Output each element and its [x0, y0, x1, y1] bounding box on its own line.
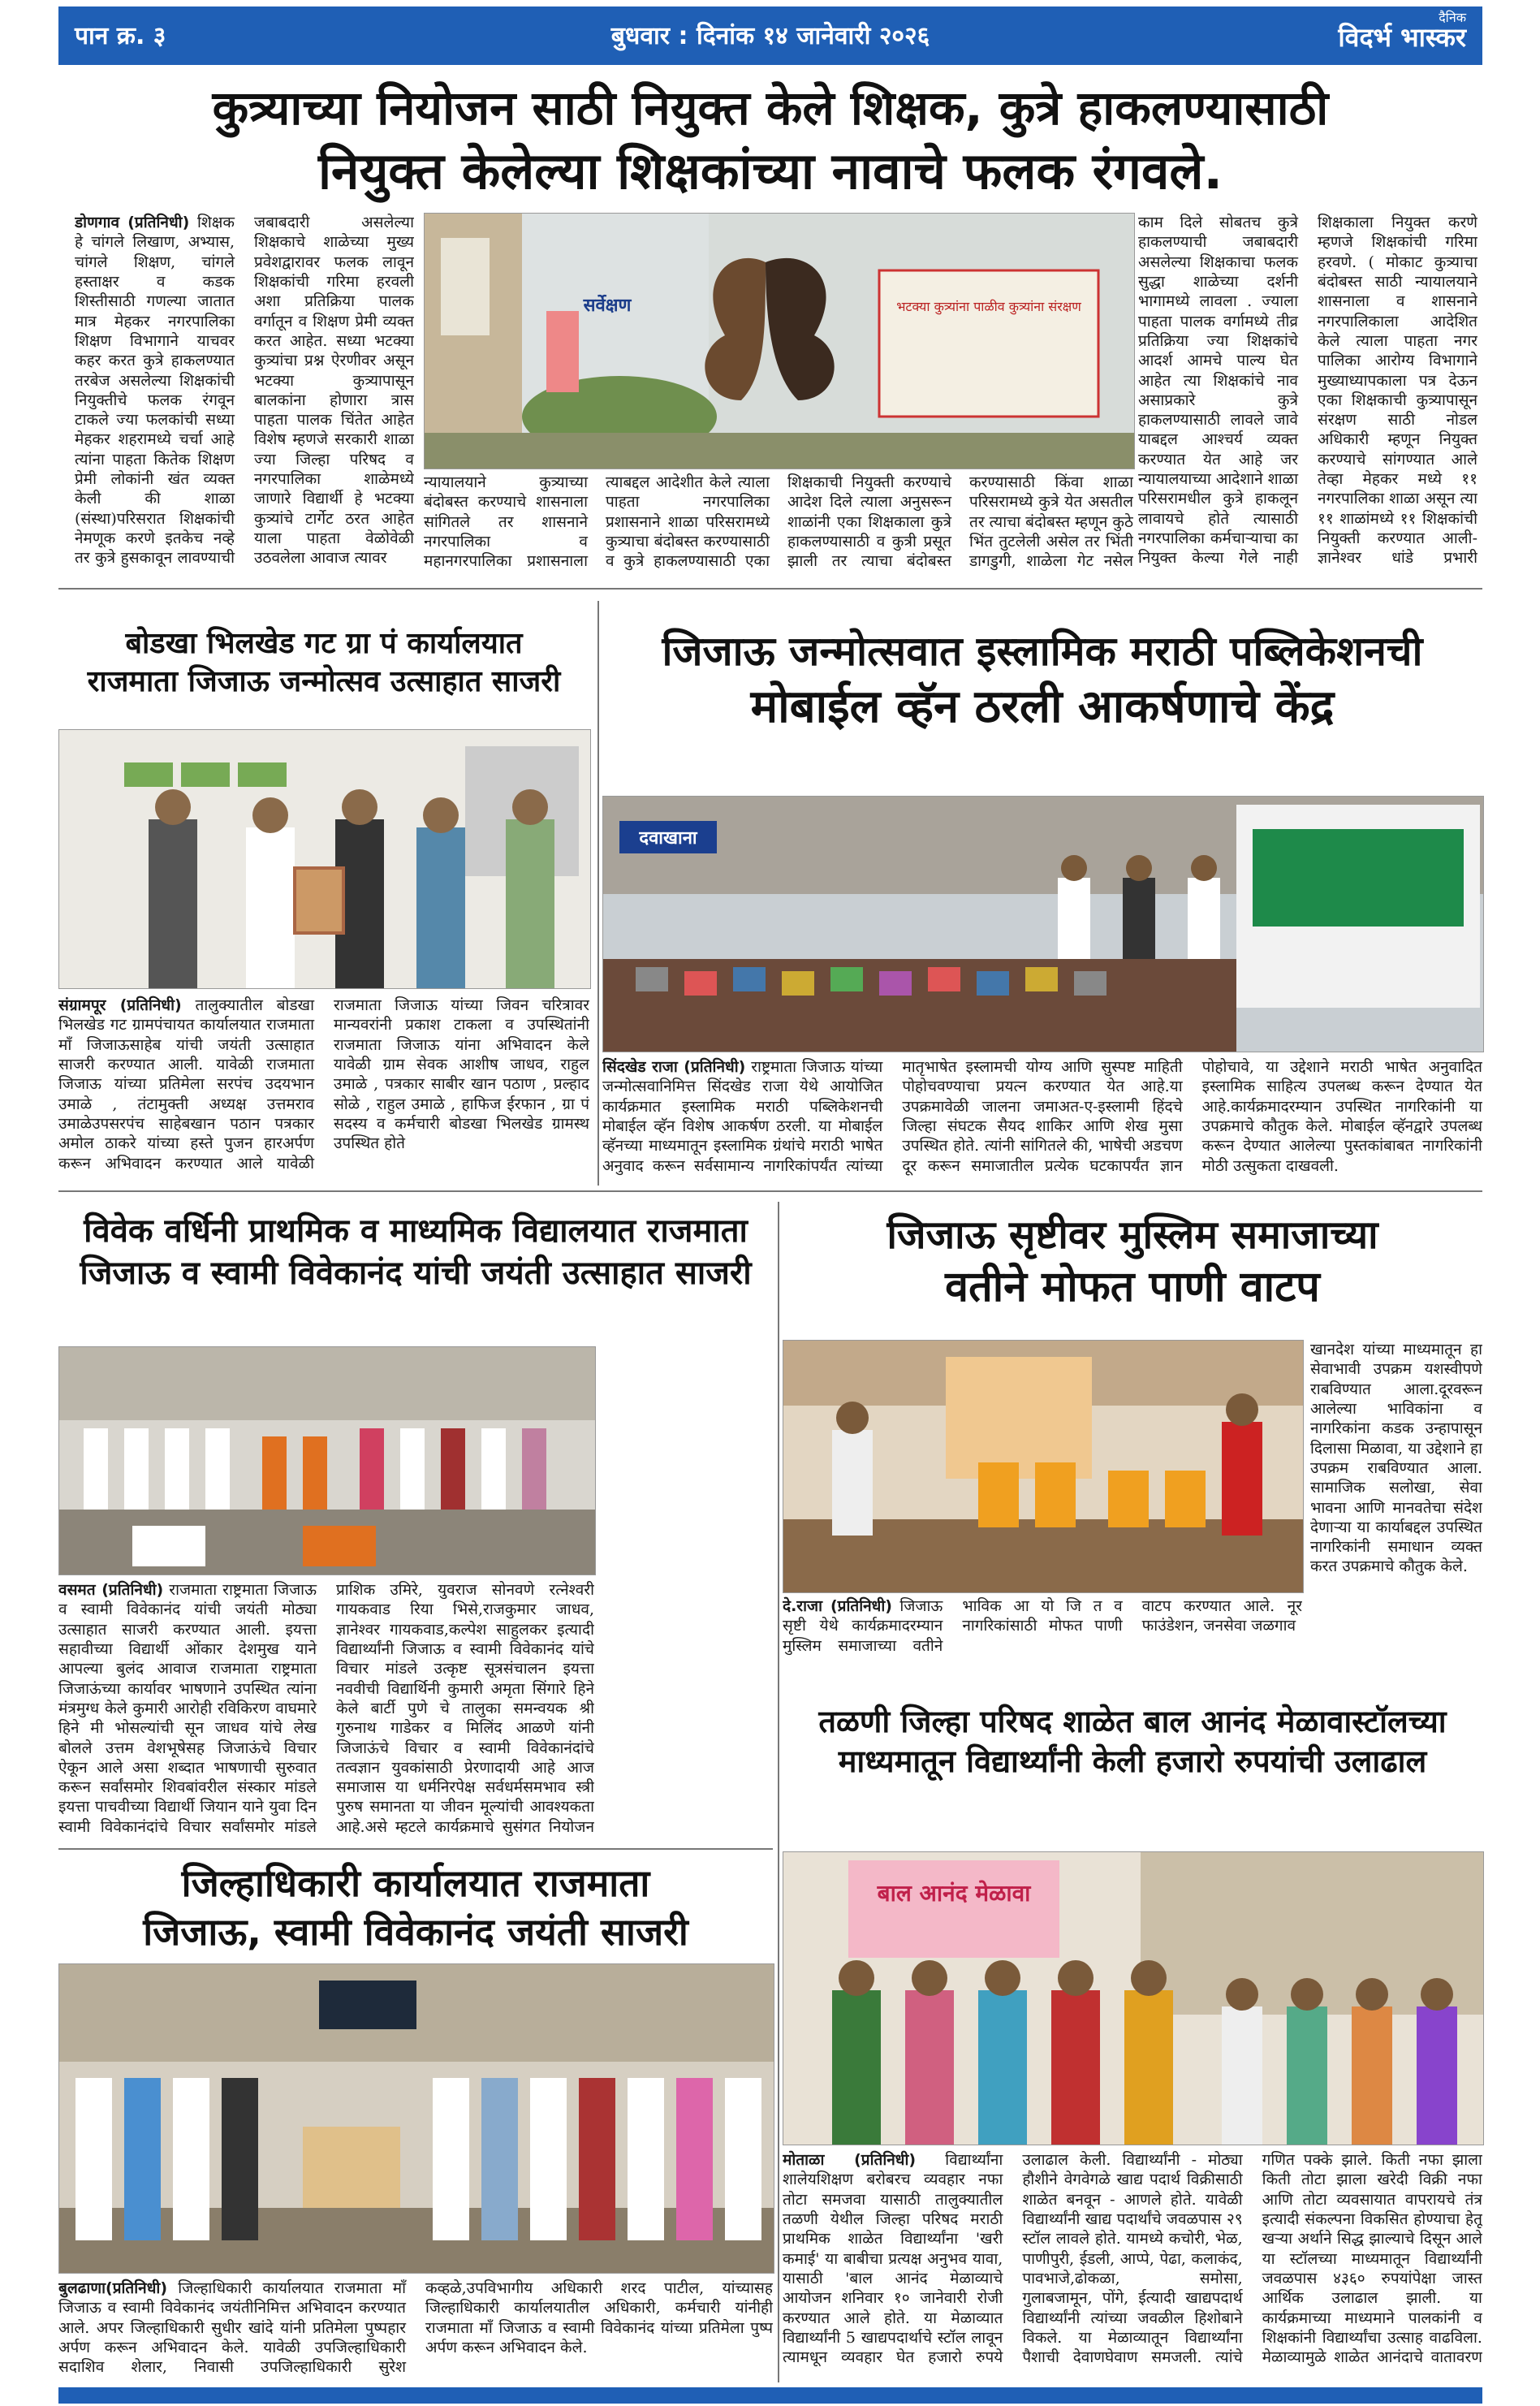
divider: [58, 1190, 1482, 1192]
wall-notice-text: भटक्या कुत्र्यांना पाळीव कुत्र्यांना संरक्षण: [896, 299, 1081, 314]
story1-left-text: [75, 213, 414, 578]
story5-headline: [783, 1210, 1482, 1315]
mobile-van-illustration: [603, 797, 1483, 1052]
story2-photo: [58, 729, 591, 989]
story6-byline: मोताळा (प्रतिनिधी): [783, 2151, 917, 2169]
story4-byline: वसमत (प्रतिनिधी): [58, 1581, 164, 1599]
brand-name: विदर्भ भास्कर: [1338, 22, 1466, 53]
story4-text-a: [58, 1580, 594, 1840]
wall-survey-text: सर्वेक्षण: [583, 296, 632, 316]
story2-text: [58, 996, 589, 1179]
story4-body: राजमाता राष्ट्रमाता जिजाऊ व स्वामी विवेकानंद यांची जयंती मोठ्या उत्साहात साजरी करण्यात आली. इयत्ता सहावीच्या विद्यार्थी ओंकार देशमुख याने आपल्या बुलंद आवाज राजमाता राष्ट्रमाता जिजाऊंच्या कार्यावर भाषणाने उपस्थित त्यांना मंत्रमुग्ध केले कुमारी आरोही रविकिरण वाघमारे हिने मी भोसल्यांची सून जाधव यांचे लेख बोलले उत्तम वेशभूषेसह जिजाऊंचे विचार ऐकून आले असा शब्दात भाषणाची सुरुवात करून सर्वांसमोर शिवबांवरील संस्कार मांडले इयत्ता पाचवीच्या विद्यार्थी जियान याने युवा दिन स्वामी विवेकानंदांचे विचार सर्वांसमोर मांडले प्राशिक उमिरे, युवराज सोनवणे रत्नेश्वरी गायकवाड रिया भिसे,राजकुमार जाधव, ज्ञानेश्वर गायकवाड,कल्पेश साहुलकर इत्यादी विद्यार्थ्यांनी जिजाऊ व स्वामी विवेकानंद यांचे विचार मांडले उत्कृष्ट सूत्रसंचालन इयत्ता नववीची विद्यार्थिनी कुमारी अमृता सिंगारे हिने केले बार्टी पुणे चे तालुका समन्वयक श्री गुरुनाथ गाडेकर व मिलिंद आळणे यांनी जिजाऊंचे विचार व स्वामी विवेकानंदांचे तत्वज्ञान युवकांसाठी प्रेरणादायी आहे आज समाजास या धर्मनिरपेक्ष सर्वधर्मसमभाव स्त्री पुरुष समानता या जीवन मूल्यांची आवश्यकता आहे.असे म्हटले कार्यक्रमाचे सुसंगत नियोजन: [58, 1581, 594, 1836]
story2-headline-line1: बोडखा भिलखेड गट ग्रा पं कार्यालयात: [125, 627, 523, 660]
story5-headline-line1: जिजाऊ सृष्टीवर मुस्लिम समाजाच्या: [886, 1212, 1378, 1258]
divider: [58, 1848, 773, 1850]
issue-date: बुधवार : दिनांक १४ जानेवारी २०२६: [610, 22, 930, 50]
story4-photo: [58, 1346, 596, 1575]
story1-headline-line1: कुत्र्याच्या नियोजन साठी नियुक्त केले शिक्षक, कुत्रे हाकलण्यासाठी: [212, 80, 1329, 136]
story4-text-b: [602, 1346, 773, 1840]
footer-bar: [58, 2387, 1482, 2404]
story1-byline: डोणगाव (प्रतिनिधी): [75, 214, 190, 231]
story1-mid-text: न्यायालयाने कुत्र्याच्या बंदोबस्त करण्याचे शासनाला सांगितले तर शासनाने नगरपालिका व महानगरपालिका प्रशासनाला त्याबद्दल आदेशीत केले त्याला पाहता नगरपालिका प्रशासनाने शाळा परिसरामध्ये कुत्र्याचा बंदोबस्त करण्यासाठी व कुत्रे हाकलण्यासाठी एका शिक्षकाची नियुक्ती करण्याचे आदेश दिले त्याला अनुसरून शाळांनी एका शिक्षकाला कुत्रे हाकलण्यासाठी व कुत्री प्रसूत झाली तर त्याचा बंदोबस्त करण्यासाठी किंवा शाळा परिसरामध्ये कुत्रे येत असतील तर त्याचा बंदोबस्त म्हणून कुठे भिंत तुटलेली असेल तर भिंती डागडुगी, शाळेला गेट नसेल: [424, 473, 1133, 571]
story2-byline: संग्रामपूर (प्रतिनिधी): [58, 996, 182, 1014]
page-number: पान क्र. ३: [75, 22, 166, 50]
story3-headline-line1: जिजाऊ जन्मोत्सवात इस्लामिक मराठी पब्लिकेशनची: [662, 628, 1423, 675]
story6-body: विद्यार्थ्यांना शालेयशिक्षण बरोबरच व्यवहार नफा तोटा समजवा यासाठी तालुक्यातील तळणी येथील जिल्हा परिषद मराठी प्राथमिक शाळेत विद्यार्थ्यांना 'खरी कमाई' या बाबीचा प्रत्यक्ष अनुभव यावा, यासाठी 'बाल आनंद मेळाव्याचे आयोजन शनिवार १० जानेवारी रोजी करण्यात आले होते. या मेळाव्यात विद्यार्थ्यांनी 5 खाद्यपदार्थाचे स्टॉल लावून त्यामधून व्यवहार घेत हजारो रुपये उलाढाल केली. विद्यार्थ्यांनी - मोठ्या हौशीने वेगवेगळे खाद्य पदार्थ विक्रीसाठी शाळेत बनवून - आणले होते. यावेळी विद्यार्थ्यांनी खाद्य पदार्थांचे जवळपास २९ स्टॉल लावले होते. यामध्ये कचोरी, भेळ, पाणीपुरी, ईडली, आप्पे, पेढा, कलाकंद, पावभाजे,ढोकळा, समोसा, गुलाबजामून, पोंगे, ईत्यादी खाद्यपदार्थ विद्यार्थ्यांनी त्यांच्या जवळील हिशोबाने विकले. या मेळाव्यातून विद्यार्थ्यांना पैशाची देवाणघेवाण समजली. त्यांचे गणित पक्के झाले. किती नफा झाला किती तोटा झाला खरेदी विक्री नफा आणि तोटा व्यवसायात वापरायचे तंत्र इत्यादी संकल्पना विकसित होण्याचा हेतू खऱ्या अर्थाने सिद्ध झाल्याचे दिसून आले या स्टॉलच्या माध्यमातून विद्यार्थ्यांनी जवळपास ४३६० रुपयांपेक्षा जास्त आर्थिक उलाढाल झाली. या कार्यक्रमाच्या माध्यमाने पालकांनी व शिक्षकांनी विद्यार्थ्यांचा उत्साह वाढविला. मेळाव्यामुळे शाळेत आनंदाचे वातावरण: [783, 2151, 1482, 2367]
divider: [597, 601, 599, 1186]
story3-text: [602, 1057, 1482, 1179]
story5-headline-line2: वतीने मोफत पाणी वाटप: [945, 1263, 1320, 1312]
story3-headline: [602, 625, 1482, 737]
story7-photo: [58, 1963, 774, 2274]
story7-headline-line2: जिजाऊ, स्वामी विवेकानंद जयंती साजरी: [143, 1909, 688, 1954]
wall-painting-illustration: [425, 214, 1134, 469]
story1-headline-line2: नियुक्त केलेल्या शिक्षकांच्या नावाचे फलक रंगवले.: [318, 141, 1223, 201]
story6-headline-line2: माध्यमातून विद्यार्थ्यांनी केली हजारो रुपयांची उलाढाल: [838, 1743, 1427, 1780]
story3-byline: सिंदखेड राजा (प्रतिनिधी): [602, 1058, 746, 1076]
story1-headline: [58, 78, 1482, 205]
story6-photo: [783, 1851, 1484, 2145]
story5-text: [783, 1596, 1302, 1678]
fair-event-illustration: [783, 1852, 1483, 2145]
story2-headline-line2: राजमाता जिजाऊ जन्मोत्सव उत्साहात साजरी: [87, 664, 561, 698]
story6-headline: [783, 1702, 1482, 1782]
story4-headline: [58, 1210, 773, 1294]
story5-body: जिजाऊ सृष्टी येथे कार्यक्रमादरम्यान मुस्लिम समाजाच्या वतीने भाविक आ यो जि त व नागरिकांसाठी मोफत पाणी वाटप करण्यात आले. नूर फाउंडेशन, जनसेवा जळगाव: [783, 1597, 1302, 1655]
story5-photo: [783, 1340, 1304, 1593]
story6-headline-line1: तळणी जिल्हा परिषद शाळेत बाल आनंद मेळावास्टॉलच्या: [818, 1704, 1447, 1739]
brand-small: दैनिक: [1439, 10, 1466, 25]
story1-right-text: काम दिले सोबतच कुत्रे हाकलण्याची जबाबदारी असलेल्या शिक्षकाचा फलक सुद्धा शाळेच्या दर्शनी भागामध्ये लावला . ज्याला पाहता पालक वर्गामध्ये तीव्र प्रतिक्रिया ज्या शिक्षकांचे आदर्श आमचे पाल्य घेत आहेत त्या शिक्षकांचे नाव असाप्रकारे कुत्रे हाकलण्यासाठी लावले जावे याबद्दल आश्चर्य व्यक्त करण्यात येत आहे जर न्यायालयाच्या आदेशाने शाळा परिसरामधील कुत्रे हाकलून लावायचे होते त्यासाठी नगरपालिका कर्मचाऱ्याचा का नियुक्त केल्या गेले नाही शिक्षकाला नियुक्त करणे म्हणजे शिक्षकांची गरिमा हरवणे. ( मोकाट कुत्र्याचा बंदोबस्त साठी न्यायालयाने शासनाला व शासनाने नगरपालिकाला आदेशित केले त्याला पाहता नगर पालिका आरोग्य विभागाने मुख्याध्यापकाला पत्र देऊन एका शिक्षकाची कुत्र्यापासून संरक्षण साठी नोडल अधिकारी म्हणून नियुक्त करण्याचे सांगण्यात आले तेव्हा मेहकर मध्ये ११ नगरपालिका शाळा असून त्या ११ शाळांमध्ये ११ शिक्षकांची नियुक्ती करण्यात आली- ज्ञानेश्वर धांडे प्रभारी: [1138, 214, 1477, 568]
story4-headline-line2: जिजाऊ व स्वामी विवेकानंद यांची जयंती उत्साहात साजरी: [80, 1255, 752, 1292]
clinic-sign-text: दवाखाना: [639, 828, 697, 849]
story7-text: [58, 2279, 773, 2382]
story3-body: राष्ट्रमाता जिजाऊ यांच्या जन्मोत्सवानिमित्त सिंदखेड राजा येथे आयोजित कार्यक्रमात इस्लामिक मराठी पब्लिकेशनची मोबाईल व्हॅन विशेष आकर्षण ठरली. या मोबाईल व्हॅनच्या माध्यमातून इस्लामिक ग्रंथांचे मराठी भाषेत अनुवाद करून सर्वसामान्य नागरिकांपर्यंत त्यांच्या मातृभाषेत इस्लामची योग्य आणि सुस्पष्ट माहिती पोहोचवण्याचा प्रयत्न करण्यात येत आहे.या उपक्रमावेळी जालना जमाअत-ए-इस्लामी हिंदचे जिल्हा संघटक सैयद शाकिर आणि शेख मुसा उपस्थित होते. त्यांनी सांगितले की, भाषेची अडचण दूर करून समाजातील प्रत्येक घटकापर्यंत ज्ञान पोहोचावे, या उद्देशाने मराठी भाषेत अनुवादित इस्लामिक साहित्य उपलब्ध करून देण्यात येत आहे.कार्यक्रमादरम्यान उपस्थित नागरिकांनी या उपक्रमाचे कौतुक केले. मोबाईल व्हॅनद्वारे उपलब्ध करून देण्यात आलेल्या पुस्तकांबाबत नागरिकांनी मोठी उत्सुकता दाखवली.: [602, 1058, 1482, 1175]
water-distribution-illustration: [783, 1341, 1303, 1592]
divider: [58, 588, 1482, 590]
school-event-illustration: [59, 1347, 595, 1574]
story7-body: जिल्हाधिकारी कार्यालयात राजमाता माँ जिजाऊ व स्वामी विवेकानंद जयंतीनिमित्त अभिवादन करण्यात आले. अपर जिल्हाधिकारी सुधीर खांदे यांनी प्रतिमेला पुष्पहार अर्पण करून अभिवादन केले. यावेळी उपजिल्हाधिकारी सदाशिव शेलार, निवासी उपजिल्हाधिकारी सुरेश कव्हळे,उपविभागीय अधिकारी शरद पाटील, यांच्यासह जिल्हाधिकारी कार्यालयातील अधिकारी, कर्मचारी यांनीही राजमाता माँ जिजाऊ व स्वामी विवेकानंद यांच्या प्रतिमेला पुष्प अर्पण करून अभिवादन केले.: [58, 2279, 773, 2377]
story4-headline-line1: विवेक वर्धिनी प्राथमिक व माध्यमिक विद्यालयात राजमाता: [84, 1212, 748, 1250]
story2-headline: [58, 625, 589, 702]
story3-headline-line2: मोबाईल व्हॅन ठरली आकर्षणाचे केंद्र: [750, 680, 1335, 733]
newspaper-brand: [1338, 10, 1466, 53]
story6-text: [783, 2150, 1482, 2379]
story1-left-body: शिक्षक हे चांगले लिखाण, अभ्यास, चांगले शिक्षण, चांगले हस्ताक्षर व कडक शिस्तीसाठी गणल्या जातात मात्र मेहकर नगरपालिका शिक्षण विभागाने याचवर कहर करत कुत्रे हाकलण्यात तरबेज असलेल्या शिक्षकांची नियुक्तीचे फलक रंगवून टाकले ज्या फलकांची सध्या मेहकर शहरामध्ये चर्चा आहे त्यांना पाहता कितेक शिक्षण प्रेमी लोकांनी खंत व्यक्त केली की शाळा (संस्था)परिसरात शिक्षकांची नेमणूक करणे इतकेच नव्हे तर कुत्रे हुसकावून लावण्याची जबाबदारी असलेल्या शिक्षकाचे शाळेच्या मुख्य प्रवेशद्वारावर फलक लावून शिक्षकांची गरिमा हरवली अशा प्रतिक्रिया पालक वर्गातून व शिक्षण प्रेमी व्यक्त करत आहेत. सध्या भटक्या कुत्र्यांचा प्रश्न ऐरणीवर असून भटक्या कुत्र्यापासून बालकांना होणारा त्रास पाहता पालक चिंतेत आहेत विशेष म्हणजे सरकारी शाळा ज्या जिल्हा परिषद व नगरपालिका शाळेमध्ये जाणारे विद्यार्थी हे भटक्या कुत्र्यांचे टार्गेट ठरत आहेत याला पाहता वेळोवेळी उठवलेला आवाज त्यावर: [75, 214, 414, 568]
story5-side-text: खानदेश यांच्या माध्यमातून हा सेवाभावी उपक्रम यशस्वीपणे राबविण्यात आला.दूरवरून आलेल्या भाविकांना व नागरिकांना कडक उन्हापासून दिलासा मिळावा, या उद्देशाने हा उपक्रम राबविण्यात आला. सामाजिक सलोखा, सेवा भावना आणि मानवतेचा संदेश देणाऱ्या या कार्याबद्दल उपस्थित नागरिकांनी समाधान व्यक्त करत उपक्रमाचे कौतुक केले.: [1310, 1341, 1482, 1576]
divider: [778, 1689, 779, 2382]
story1-photo-wall: [424, 213, 1135, 469]
story5-byline: दे.राजा (प्रतिनिधी): [783, 1597, 892, 1615]
collector-office-illustration: [59, 1964, 774, 2273]
fair-banner-text: बाल आनंद मेळावा: [877, 1880, 1031, 1907]
story7-headline: [58, 1860, 773, 1957]
story3-photo: [602, 796, 1484, 1052]
story7-headline-line1: जिल्हाधिकारी कार्यालयात राजमाता: [181, 1861, 650, 1905]
office-event-illustration: [59, 730, 590, 988]
masthead-bar: [58, 6, 1482, 65]
story7-byline: बुलढाणा(प्रतिनिधी): [58, 2279, 168, 2297]
story2-body: तालुक्यातील बोडखा भिलखेड गट ग्रामपंचायत कार्यालयात राजमाता माँ जिजाऊसाहेब यांची जयंती उत्साहात साजरी करण्यात आली. यावेळी राजमाता जिजाऊ यांच्या प्रतिमेला सरपंच उदयभान उमाळे , तंटामुक्ती अध्यक्ष उत्तमराव उमाळेउपसरपंच साहेबखान पठान पत्रकार अमोल ठाकरे यांच्या हस्ते पुजन हारअर्पण करून अभिवादन करण्यात आले यावेळी राजमाता जिजाऊ यांच्या जिवन चरित्रावर मान्यवरांनी प्रकाश टाकला व उपस्थितांनी राजमाता जिजाऊ यांना अभिवादन केले यावेळी ग्राम सेवक आशीष जाधव, राहुल उमाळे , पत्रकार साबीर खान पठाण , प्रल्हाद सोळे , राहुल उमाळे , हाफिज ईरफान , ग्रा पं सदस्य व कर्मचारी बोडखा भिलखेड ग्रामस्थ उपस्थित होते: [58, 996, 589, 1173]
